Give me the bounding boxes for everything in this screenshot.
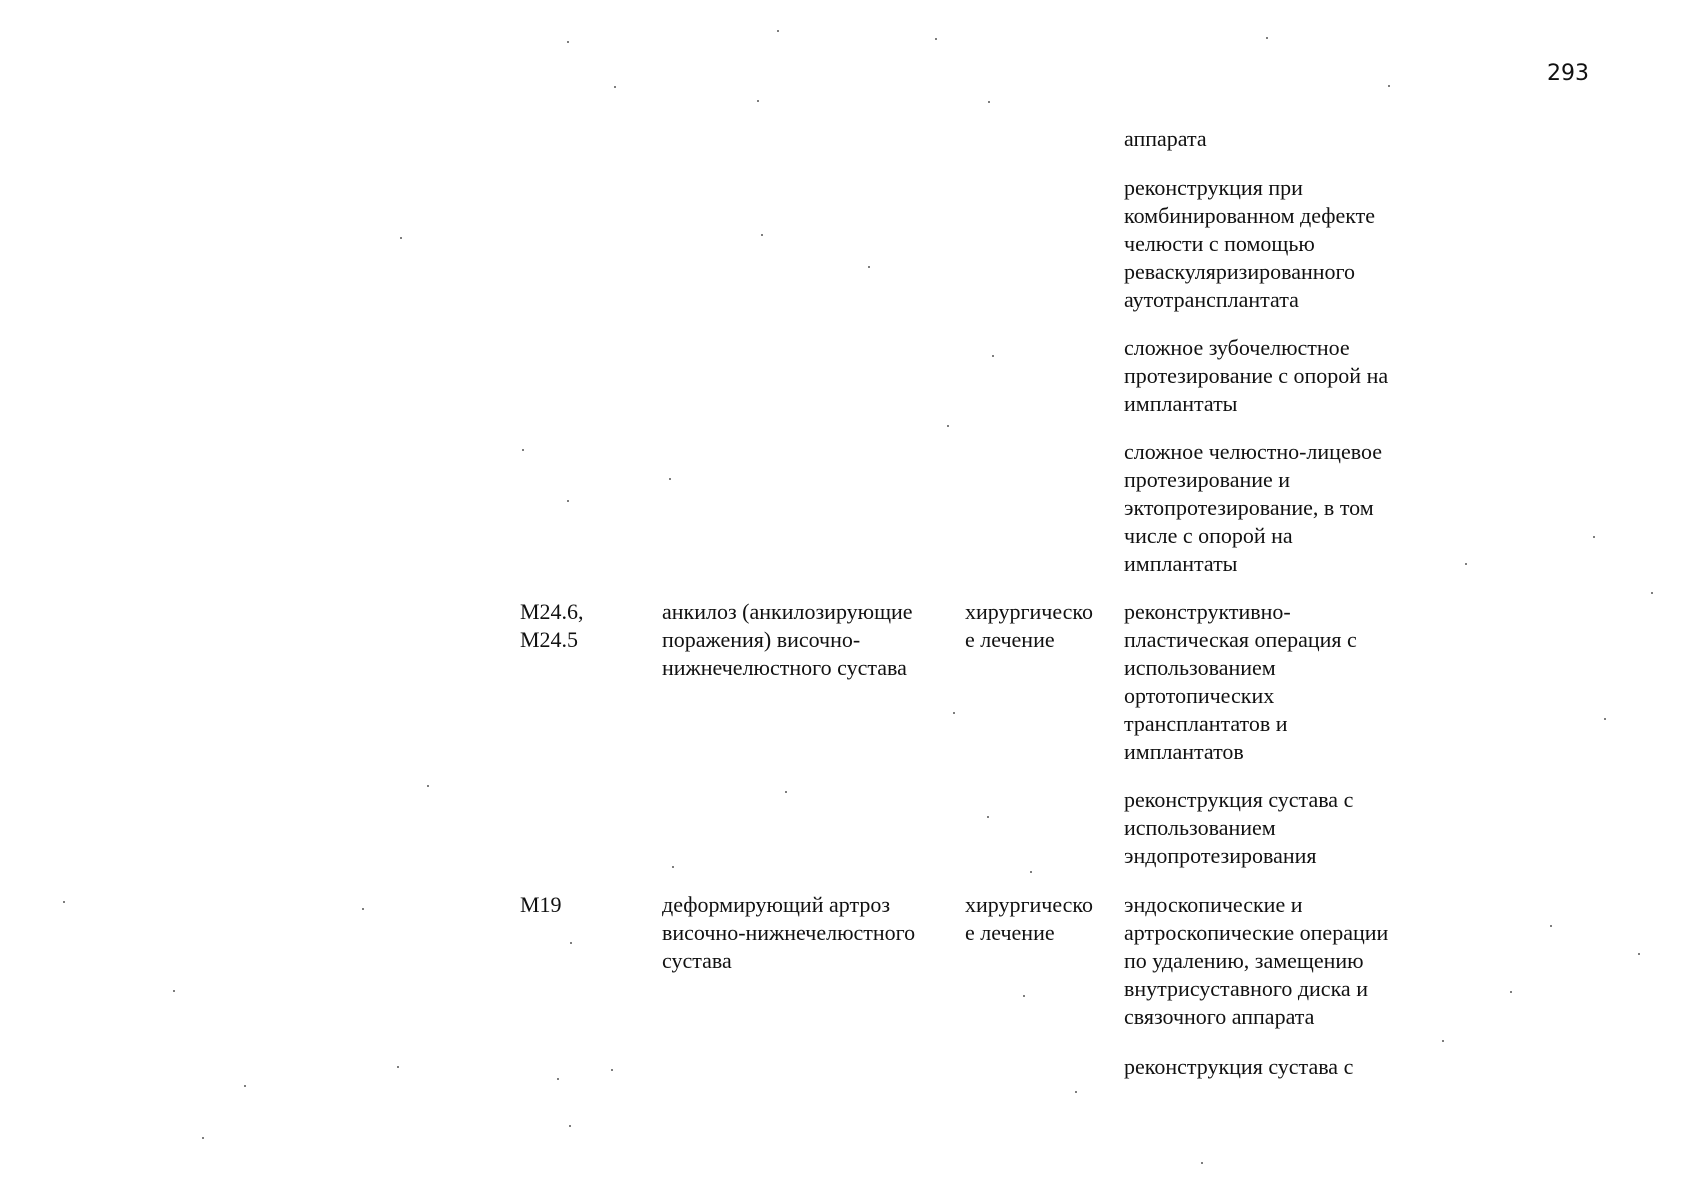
scan-speck [935, 38, 937, 40]
scan-speck [362, 908, 364, 910]
scan-speck [757, 100, 759, 102]
scan-speck [522, 449, 524, 451]
scan-speck [244, 1085, 246, 1087]
diagnosis: деформирующий артроз височно-нижнечелюстного сустава [662, 892, 916, 973]
icd-code: M24.6, M24.5 [520, 599, 584, 652]
scan-speck [567, 41, 569, 43]
scan-speck [669, 478, 671, 480]
scan-speck [202, 1137, 204, 1139]
method-text: аппарата [1124, 126, 1207, 151]
scan-speck [1638, 953, 1640, 955]
scan-speck [63, 901, 65, 903]
scan-speck [611, 1069, 613, 1071]
scan-speck [567, 500, 569, 502]
scan-speck [1550, 925, 1552, 927]
scan-speck [427, 785, 429, 787]
method-text: реконструкция сустава с использованием эндопротезирования [1124, 787, 1354, 868]
scan-speck [400, 237, 402, 239]
scan-speck [1201, 1162, 1203, 1164]
method-text: реконструктивно- пластическая операция с использованием ортотопических трансплантатов и имплантатов [1124, 599, 1357, 764]
scan-speck [1023, 995, 1025, 997]
page-number: 293 [1547, 61, 1589, 86]
scan-speck [397, 1066, 399, 1068]
scan-speck [785, 791, 787, 793]
scan-speck [953, 712, 955, 714]
scan-speck [868, 266, 870, 268]
method-text: реконструкция при комбинированном дефекте челюсти с помощью реваскуляризированного аутотрансплантата [1124, 175, 1376, 312]
scan-speck [672, 866, 674, 868]
scan-speck [777, 30, 779, 32]
scan-speck [1030, 871, 1032, 873]
diagnosis: анкилоз (анкилозирующие поражения) височно- нижнечелюстного сустава [662, 599, 913, 680]
scan-speck [992, 355, 994, 357]
scan-speck [1604, 718, 1606, 720]
scan-speck [1442, 1040, 1444, 1042]
scan-speck [947, 425, 949, 427]
scan-speck [987, 816, 989, 818]
method-text: сложное челюстно-лицевое протезирование и эктопротезирование, в том числе с опорой на имплантаты [1124, 439, 1382, 576]
treatment-type: хирургическо е лечение [965, 892, 1093, 945]
scan-speck [614, 86, 616, 88]
treatment-type: хирургическо е лечение [965, 599, 1093, 652]
icd-code: M19 [520, 892, 562, 917]
scan-speck [1266, 37, 1268, 39]
scan-speck [569, 1125, 571, 1127]
scan-speck [570, 942, 572, 944]
method-text: реконструкция сустава с [1124, 1054, 1354, 1079]
scan-speck [761, 234, 763, 236]
scan-speck [173, 990, 175, 992]
method-text: сложное зубочелюстное протезирование с опорой на имплантаты [1124, 335, 1389, 416]
scan-speck [1651, 592, 1653, 594]
scan-speck [1388, 85, 1390, 87]
scan-speck [557, 1078, 559, 1080]
scan-speck [1510, 991, 1512, 993]
scan-speck [988, 101, 990, 103]
scan-speck [1075, 1091, 1077, 1093]
scan-speck [1465, 563, 1467, 565]
scan-speck [1593, 536, 1595, 538]
method-text: эндоскопические и артроскопические операции по удалению, замещению внутрисуставного диска и связочного аппарата [1124, 892, 1389, 1029]
